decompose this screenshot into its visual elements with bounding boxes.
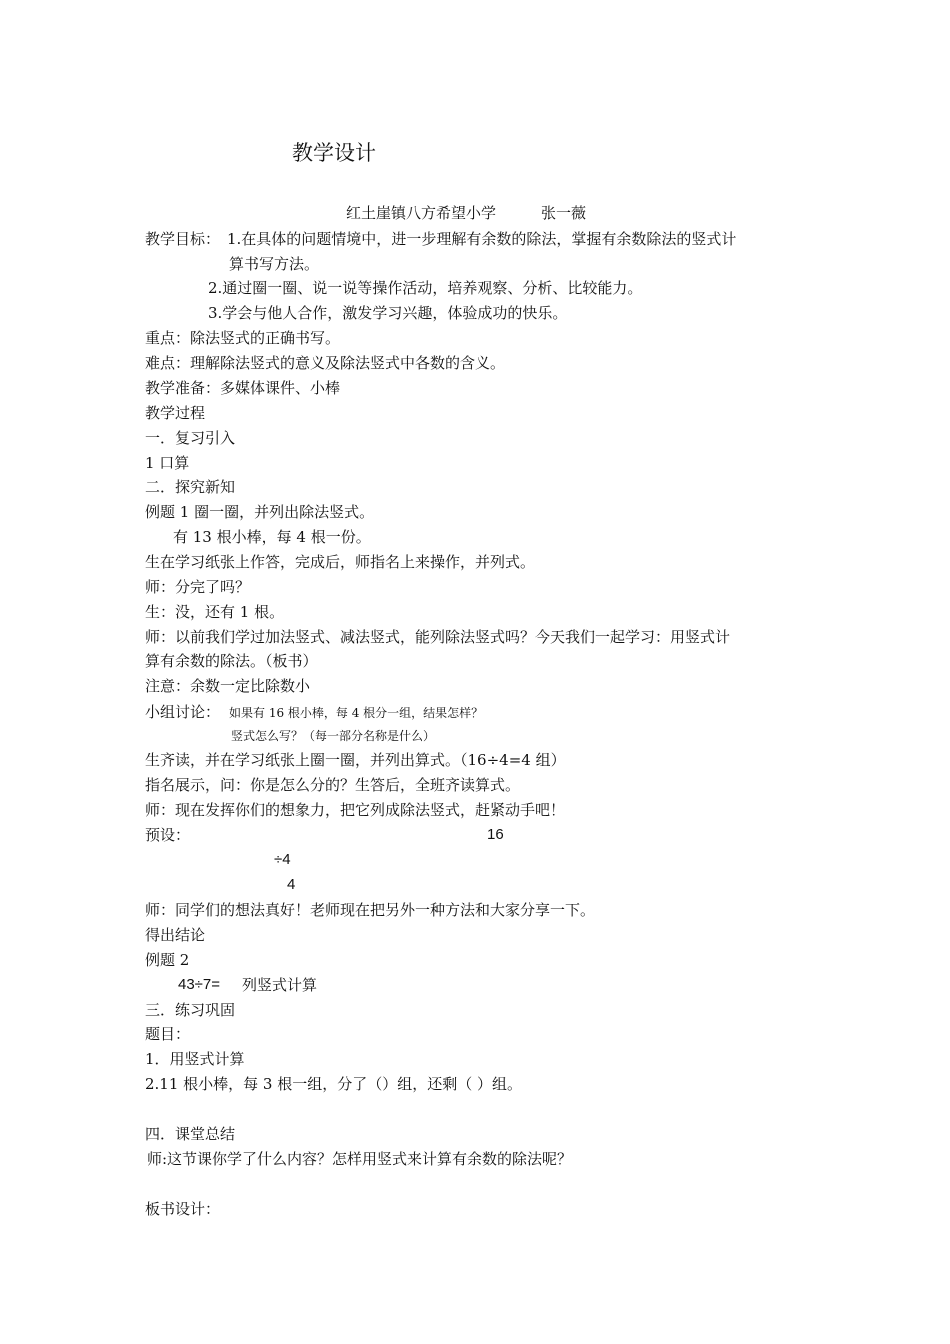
section-1-heading: 一．复习引入 (145, 429, 236, 447)
difficulty: 难点：理解除法竖式的意义及除法竖式中各数的含义。 (145, 354, 506, 372)
section-4-heading: 四．课堂总结 (145, 1125, 236, 1143)
board-design: 板书设计： (145, 1200, 221, 1218)
preset-divisor: ÷4 (274, 851, 291, 868)
section-1-item: 1 口算 (145, 454, 190, 472)
process-heading: 教学过程 (145, 404, 206, 422)
section-3-heading: 三．练习巩固 (145, 1001, 236, 1019)
dialog-teacher-2: 师：以前我们学过加法竖式、减法竖式，能列除法竖式吗？今天我们一起学习：用竖式计 (145, 628, 731, 646)
preset-dividend: 16 (487, 826, 504, 843)
preset-label: 预设： (145, 826, 191, 844)
page-title: 教学设计 (292, 141, 376, 165)
group-question-1: 如果有 16 根小棒，每 4 根分一组，结果怎样？ (229, 706, 484, 720)
dialog-teacher-1: 师：分完了吗？ (145, 578, 251, 596)
section-2-heading: 二．探究新知 (145, 478, 236, 496)
key-point: 重点：除法竖式的正确书写。 (145, 329, 341, 347)
objective-1: 1.在具体的问题情境中，进一步理解有余数的除法，掌握有余数除法的竖式计 (227, 230, 737, 248)
group-discussion-label: 小组讨论： (145, 703, 221, 721)
objective-1-continued: 算书写方法。 (229, 255, 320, 273)
practice-1: 1．用竖式计算 (145, 1050, 245, 1068)
conclusion: 得出结论 (145, 926, 206, 944)
dialog-student-1: 生：没，还有 1 根。 (145, 603, 285, 621)
example-2-problem: 43÷7= (178, 976, 221, 993)
school-name: 红土崖镇八方希望小学 (346, 204, 497, 222)
practice-2: 2.11 根小棒，每 3 根一组，分了（）组，还剩（ ）组。 (145, 1075, 523, 1093)
objectives-label: 教学目标： (145, 230, 221, 248)
read-line: 生齐读，并在学习纸张上圈一圈，并列出算式。（16÷4=4 组） (145, 751, 566, 769)
summary: 师:这节课你学了什么内容？怎样用竖式来计算有余数的除法呢？ (147, 1150, 573, 1168)
example-1: 例题 1 圈一圈，并列出除法竖式。 (145, 503, 375, 521)
preparation: 教学准备：多媒体课件、小棒 (145, 379, 341, 397)
group-question-2: 竖式怎么写？（每一部分名称是什么） (231, 729, 436, 743)
example-2: 例题 2 (145, 951, 190, 969)
example-2-task: 列竖式计算 (242, 976, 318, 994)
objective-3: 3.学会与他人合作，激发学习兴趣，体验成功的快乐。 (208, 304, 568, 322)
objective-2: 2.通过圈一圈、说一说等操作活动，培养观察、分析、比较能力。 (208, 279, 643, 297)
dialog-teacher-2-continued: 算有余数的除法。（板书） (145, 652, 318, 670)
student-work-line: 生在学习纸张上作答，完成后，师指名上来操作，并列式。 (145, 553, 536, 571)
preset-quotient: 4 (287, 876, 296, 893)
show-line: 指名展示，问：你是怎么分的？生答后，全班齐读算式。 (145, 776, 521, 794)
note: 注意：余数一定比除数小 (145, 677, 311, 695)
example-1-problem: 有 13 根小棒，每 4 根一份。 (173, 528, 371, 546)
author-name: 张一薇 (541, 204, 587, 222)
share-line: 师：同学们的想法真好！老师现在把另外一种方法和大家分享一下。 (145, 901, 596, 919)
topic-label: 题目： (145, 1025, 191, 1043)
imagine-line: 师：现在发挥你们的想象力，把它列成除法竖式，赶紧动手吧！ (145, 801, 566, 819)
